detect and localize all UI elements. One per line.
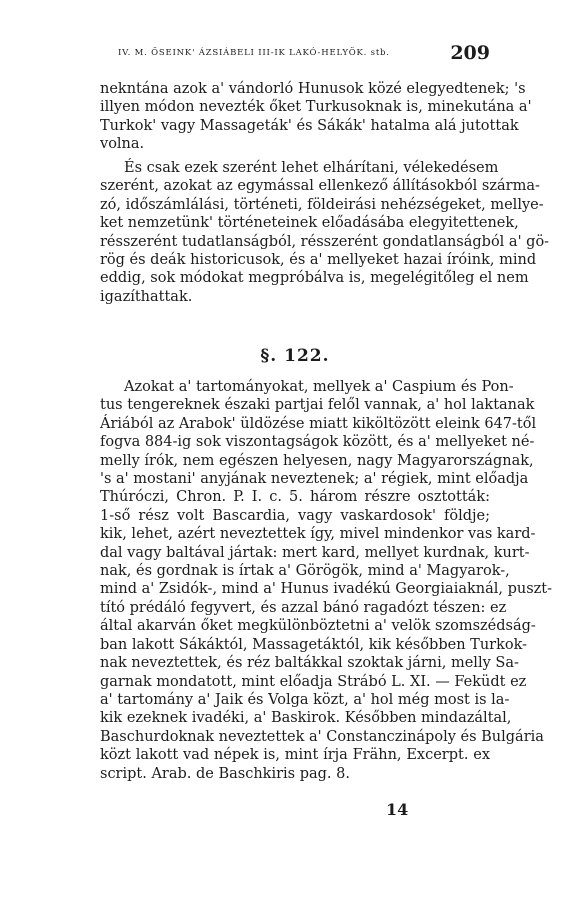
signature-mark: 14 (386, 800, 409, 819)
text-line: volna. (100, 136, 145, 153)
text-line: igazíthattak. (100, 288, 193, 305)
text-line: a' tartomány a' Jaik és Volga közt, a' hol még most is la- (100, 691, 510, 708)
text-line: nak, és gordnak is írtak a' Görögök, mind a' Magyarok-, (100, 563, 510, 580)
paragraph-2 (100, 159, 550, 306)
text-line: kik ezeknek ivadéki, a' Baskirok. Későbben mindazáltal, (100, 710, 512, 727)
text-line: garnak mondatott, mint előadja Strábó L. XI. — Feküdt ez (100, 673, 527, 690)
text-line: közt lakott vad népek is, mint írja Frähn, Excerpt. ex (100, 747, 490, 764)
text-line: kik, lehet, azért neveztettek így, mivel mindenkor vas kard- (100, 526, 536, 543)
section-heading: §. 122. (260, 346, 330, 366)
text-line: Thúróczi, Chron. P. I. c. 5. három részre osztották: (100, 489, 490, 506)
text-line: mind a' Zsidók-, mind a' Hunus ivadékú Georgiaiaknál, puszt- (100, 581, 553, 598)
text-line: script. Arab. de Baschkiris pag. 8. (100, 765, 350, 782)
text-line: És csak ezek szerént lehet elhárítani, vélekedésem (124, 160, 499, 176)
text-line: tító prédáló fegyvert, és azzal bánó ragadózt tészen: ez (100, 599, 507, 616)
text-line: nak neveztettek, és réz baltákkal szoktak járni, melly Sa- (100, 655, 519, 672)
text-line: illyen módon nevezték őket Turkusoknak is, minekutána a' (100, 99, 532, 116)
text-line: 's a' mostani' anyjának neveztenek; a' régiek, mint előadja (100, 471, 529, 488)
text-line: Baschurdoknak neveztettek a' Constanczinápoly és Bulgária (100, 728, 544, 745)
text-line: dal vagy baltával jártak: mert kard, mellyet kurdnak, kurt- (100, 544, 530, 561)
text-line: szerént, azokat az egymással ellenkező állításokból szárma- (100, 178, 540, 195)
page-number: 209 (450, 42, 490, 64)
page-header (118, 42, 490, 66)
text-line: által akarván őket megkülönböztetni a' velök szomszédság- (100, 618, 536, 635)
text-line: fogva 884-ig sok viszontagságok között, és a' mellyeket né- (100, 434, 535, 451)
text-line: tus tengereknek északi partjai felől vannak, a' hol laktanak (100, 397, 535, 414)
text-line: Áriából az Arabok' üldözése miatt kiköltözött eleink 647-től (100, 415, 537, 432)
text-line: Azokat a' tartományokat, mellyek a' Caspium és Pon- (124, 379, 514, 395)
running-title: IV. M. ŐSEINK' ÁZSIÁBELI III-IK LAKÓ-HELYÖK. stb. (118, 48, 390, 58)
text-line: résszerént tudatlanságból, résszerént gondatlanságból a' gö- (100, 233, 550, 250)
text-line: eddig, sok módokat megpróbálva is, megelégitőleg el nem (100, 270, 529, 287)
text-line: Turkok' vagy Massageták' és Sákák' hatalma alá jutottak (100, 117, 519, 134)
text-line: rög és deák historicusok, és a' mellyeket hazai íróink, mind (100, 252, 537, 269)
text-line: zó, időszámlálási, történeti, földeirási nehézségeket, mellye- (100, 196, 544, 213)
paragraph-1 (100, 80, 532, 154)
text-line: nekntána azok a' vándorló Hunusok közé elegyedtenek; 's (100, 81, 526, 97)
text-line: 1-ső rész volt Bascardia, vagy vaskardosok' földje; (100, 507, 490, 524)
paragraph-3 (100, 378, 553, 783)
text-line: melly írók, nem egészen helyesen, nagy Magyarországnak, (100, 452, 534, 469)
text-line: ban lakott Sákáktól, Massagetáktól, kik későbben Turkok- (100, 636, 528, 653)
text-line: ket nemzetünk' történeteinek előadásába elegyitettenek, (100, 215, 519, 232)
